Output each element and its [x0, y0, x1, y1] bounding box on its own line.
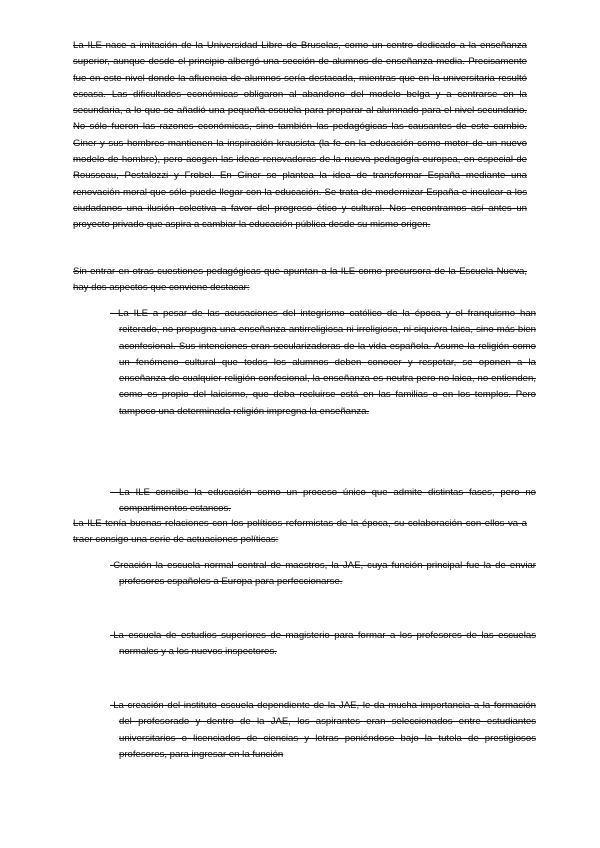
- list-item-institute-school: -La creación del instituto escuela dependiente de la JAE, le da mucha importancia a la formación del profesorado y dentro de la JAE, los aspirantes eran seleccionados entre estudiantes universitarios o licenciados de ciencias y letras poniéndose bajo la tutela de prestigiosos profesores, para ingresar en la función: [110, 700, 536, 760]
- list-item-religion: - La ILE a pesar de las acusaciones del integrismo católico de la época y el franquismo han reiterado, no propugna una enseñanza antirreligiosa ni irreligiosa, ni siquiera laica, sino más bien aconfesional. Sus intenciones eran secularizadoras de la vida española. Asume la religión como un fenómeno cultural que todos los alumnos deben conocer y respetar, se oponen a la enseñanza de cualquier religión confesional, la enseñanza es neutra pero no laica, no entienden, como es propio del laicismo, que deba recluirse está en las familias o en los templos. Pero tampoco una determinada religión impregna la enseñanza.: [110, 308, 536, 417]
- paragraph-political-relations: La ILE tenía buenas relaciones con los políticos reformistas de la época, su colaboración con ellos va a traer consigo una serie de actuaciones políticas:: [73, 518, 527, 546]
- paragraph-ile-origins: La ILE nace a imitación de la Universidad Libre de Bruselas, como un centro dedicado a la enseñanza superior, aunque desde el principio albergó una sección de alumnos de enseñanza media. Precisamente fue en este nivel donde la afluencia de alumnos sería destacada, mientras que en la universitaria resultó escasa. Las dificultades económicas obligaron al abandono del modelo belga y a centrarse en la secundaria, a lo que se añadió una pequeña escuela para preparar al alumnado para el nivel secundario. No sólo fueron las razones económicas, sino también las pedagógicas las causantes de este cambio. Giner y sus hombres mantienen la inspiración krausista (la fe en la educación como motor de un nuevo modelo de hombre), pero acogen las ideas renovadoras de la nueva pedagogía europea, en especial de Rousseau, Pestalozzi y Frobel. En Giner se plantea la idea de transformar España mediante una renovación moral que sólo puede llegar con la educación. Se trata de modernizar España e inculcar a los ciudadanos una ilusión colectiva a favor del progreso ético y cultural. Nos encontramos así antes un proyecto privado que aspira a cambiar la educación pública desde su mismo origen.: [73, 40, 527, 231]
- paragraph-aspects-intro: Sin entrar en otras cuestiones pedagógicas que apuntan a la ILE como precursora de la Escuela Nueva, hay dos aspectos que conviene destacar:: [73, 266, 527, 294]
- list-item-single-process: - La ILE concibe la educación como un proceso único que admite distintas fases, pero no compartimentos estancos.: [110, 487, 536, 515]
- list-item-normal-school: -Creación la escuela normal central de maestros, la JAE, cuya función principal fue la de enviar profesores españoles a Europa para perfeccionarse.: [110, 560, 536, 588]
- list-item-higher-studies-school: -La escuela de estudios superiores de magisterio para formar a los profesores de las escuelas normales y a los nuevos inspectores.: [110, 630, 536, 658]
